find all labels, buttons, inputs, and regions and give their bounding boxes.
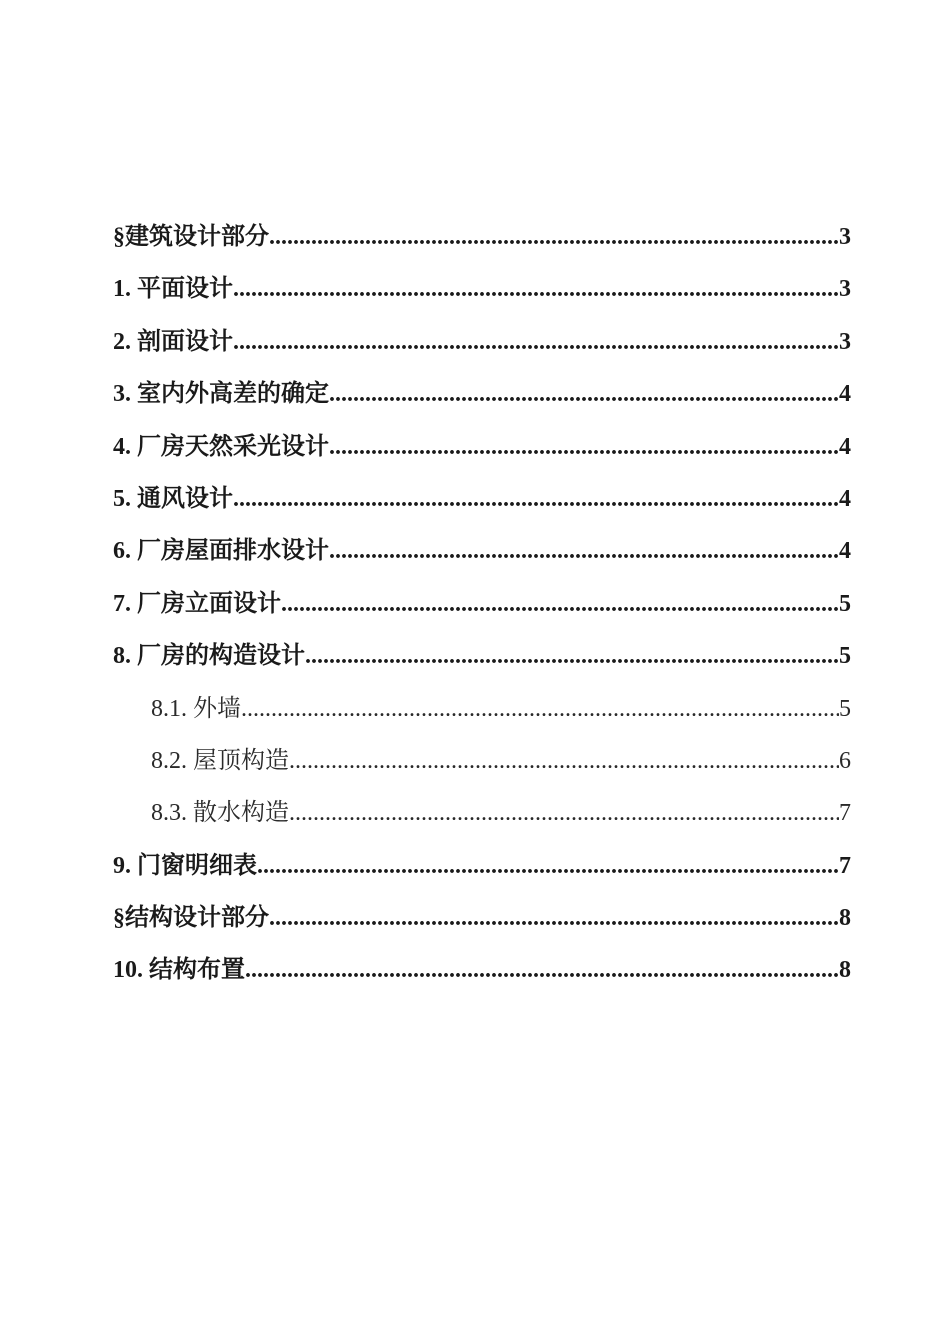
toc-entry-roof-construction[interactable] xyxy=(113,735,851,787)
toc-entry-facade-design[interactable] xyxy=(113,578,851,630)
toc-entry-plan-design[interactable] xyxy=(113,263,851,315)
toc-dot-leader xyxy=(305,630,839,682)
toc-entry-exterior-wall[interactable] xyxy=(113,683,851,735)
toc-entry-apron-construction[interactable] xyxy=(113,787,851,839)
toc-page-number: 7 xyxy=(839,852,851,879)
toc-entry-daylighting-design[interactable] xyxy=(113,421,851,473)
table-of-contents xyxy=(113,211,851,997)
toc-entry-title: §建筑设计部分 xyxy=(113,224,269,250)
toc-entry-structural-layout[interactable] xyxy=(113,944,851,996)
toc-entry-title: §结构设计部分 xyxy=(113,905,269,932)
toc-dot-leader xyxy=(245,944,839,996)
toc-entry-roof-drainage-design[interactable] xyxy=(113,525,851,577)
toc-dot-leader xyxy=(289,787,839,839)
toc-page-number: 8 xyxy=(839,957,851,984)
toc-dot-leader xyxy=(233,316,839,368)
toc-entry-title: 6. 厂房屋面排水设计 xyxy=(113,538,329,565)
toc-page-number: 3 xyxy=(839,224,851,250)
toc-entry-title: 1. 平面设计 xyxy=(113,276,233,303)
toc-entry-door-window-schedule[interactable] xyxy=(113,840,851,892)
toc-dot-leader xyxy=(269,892,839,944)
toc-dot-leader xyxy=(329,368,839,420)
toc-dot-leader xyxy=(289,735,839,787)
toc-dot-leader xyxy=(269,211,839,263)
toc-dot-leader xyxy=(329,421,839,473)
toc-entry-title: 5. 通风设计 xyxy=(113,485,233,512)
toc-entry-section-design[interactable] xyxy=(113,316,851,368)
toc-entry-structure-section[interactable] xyxy=(113,892,851,944)
toc-entry-construction-design[interactable] xyxy=(113,630,851,682)
toc-page-number: 5 xyxy=(839,643,851,670)
toc-entry-elevation-difference[interactable] xyxy=(113,368,851,420)
toc-page-number: 4 xyxy=(839,538,851,565)
toc-entry-title: 9. 门窗明细表 xyxy=(113,852,257,879)
toc-page-number: 5 xyxy=(839,590,851,617)
toc-entry-title: 2. 剖面设计 xyxy=(113,328,233,355)
toc-dot-leader xyxy=(329,525,839,577)
toc-page-number: 4 xyxy=(839,381,851,408)
toc-page-number: 4 xyxy=(839,433,851,460)
toc-page-number: 3 xyxy=(839,276,851,303)
toc-page-number: 7 xyxy=(839,800,851,827)
toc-page-number: 3 xyxy=(839,328,851,355)
toc-entry-title: 8.2. 屋顶构造 xyxy=(151,747,289,774)
toc-entry-title: 10. 结构布置 xyxy=(113,957,245,984)
toc-entry-title: 8. 厂房的构造设计 xyxy=(113,643,305,670)
toc-entry-title: 3. 室内外高差的确定 xyxy=(113,381,329,408)
toc-dot-leader xyxy=(241,683,839,735)
toc-page-number: 8 xyxy=(839,905,851,932)
toc-entry-title: 4. 厂房天然采光设计 xyxy=(113,433,329,460)
toc-dot-leader xyxy=(257,840,839,892)
toc-page-number: 5 xyxy=(839,695,851,722)
toc-page-number: 4 xyxy=(839,485,851,512)
toc-entry-title: 8.3. 散水构造 xyxy=(151,800,289,827)
toc-dot-leader xyxy=(233,473,839,525)
toc-entry-ventilation-design[interactable] xyxy=(113,473,851,525)
toc-dot-leader xyxy=(281,578,839,630)
toc-entry-architecture-section[interactable] xyxy=(113,211,851,263)
toc-dot-leader xyxy=(233,263,839,315)
toc-entry-title: 7. 厂房立面设计 xyxy=(113,590,281,617)
toc-page-number: 6 xyxy=(839,747,851,774)
toc-entry-title: 8.1. 外墙 xyxy=(151,695,241,722)
